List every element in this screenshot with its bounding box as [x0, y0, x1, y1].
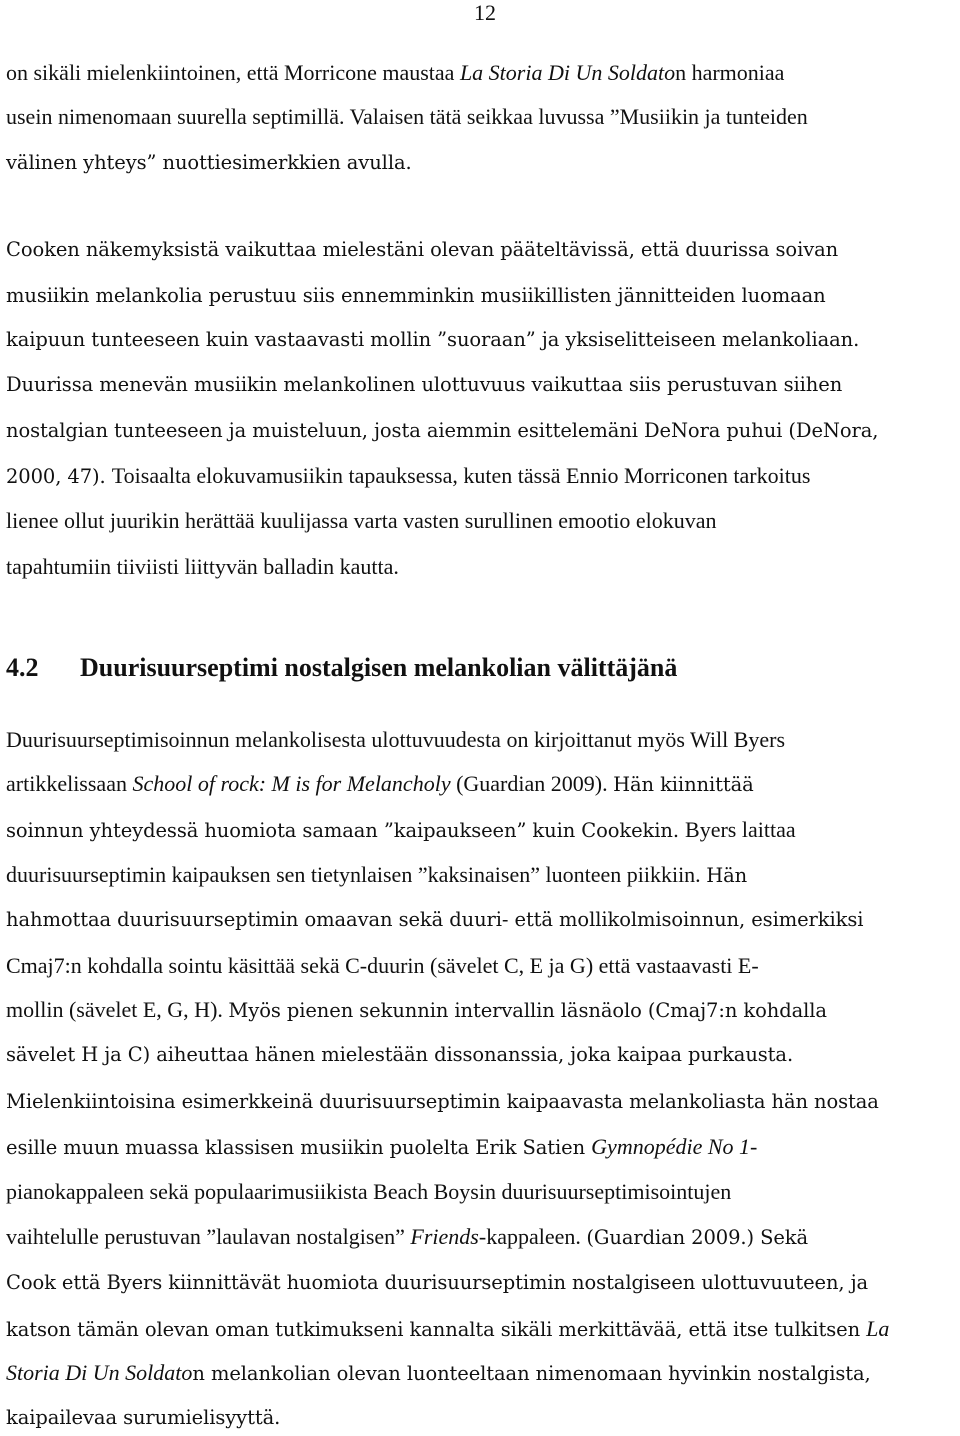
paragraph-1-line-3: välinen yhteys” nuottiesimerkkien avulla. — [6, 151, 412, 174]
text-run: n melankolian olevan luonteeltaan nimenomaan hyvinkin nostalgista, — [192, 1362, 871, 1385]
text-run: Byers laittaa — [685, 817, 796, 842]
section-title: Duurisuurseptimi nostalgisen melankolian välittäjänä — [80, 653, 678, 682]
text-run: esille muun muassa klassisen musiikin puolelta Erik Satien — [6, 1136, 592, 1159]
paragraph-1-line-2: usein nimenomaan suurella septimillä. Valaisen tätä seikkaa luvussa ”Musiikin ja tunteiden — [6, 104, 808, 129]
text-run: katson tämän olevan oman tutkimukseni kannalta sikäli merkittävää, että itse tulkitsen — [6, 1318, 867, 1341]
text-run: Toisaalta elokuvamusiikin tapauksessa, kuten tässä Ennio Morriconen tarkoitus — [111, 463, 811, 488]
text-run: soinnun yhteydessä huomiota samaan ”kaipaukseen” kuin Cookekin. — [6, 819, 686, 842]
paragraph-2-line-6 — [6, 463, 956, 490]
work-title: Storia Di Un Soldato — [6, 1360, 193, 1385]
page-number: 12 — [474, 0, 496, 25]
paragraph-3-line-12 — [6, 1224, 956, 1251]
paragraph-2-line-2: musiikin melankolia perustuu siis ennemminkin musiikillisten jännitteiden luomaan — [6, 284, 826, 307]
text-run: on sikäli mielenkiintoinen, että Morricone maustaa — [6, 60, 460, 85]
work-title: Friends — [410, 1224, 479, 1249]
text-run: Hän kiinnittää — [613, 773, 754, 796]
paragraph-2-line-7: lienee ollut juurikin herättää kuulijassa varta vasten surullinen emootio elokuvan — [6, 508, 717, 533]
text-run: (Guardian 2009.) Sekä — [586, 1226, 809, 1249]
paragraph-3-line-13: Cook että Byers kiinnittävät huomiota duurisuurseptimin nostalgiseen ulottuvuuteen, ja — [6, 1271, 869, 1294]
paragraph-2-line-3: kaipuun tunteeseen kuin vastaavasti mollin ”suoraan” ja yksiselitteiseen melankoliaan. — [6, 328, 860, 351]
section-number: 4.2 — [6, 653, 39, 682]
paragraph-3-line-3 — [6, 817, 956, 844]
paragraph-1-line-1 — [6, 60, 956, 86]
paragraph-3-line-2 — [6, 771, 956, 798]
text-run: Hän — [706, 864, 748, 887]
paragraph-3-line-10 — [6, 1134, 956, 1161]
text-run: artikkelissaan — [6, 771, 133, 796]
text-run: n harmoniaa — [675, 60, 785, 85]
paragraph-2-line-5: nostalgian tunteeseen ja muisteluun, josta aiemmin esittelemäni DeNora puhui (DeNora, — [6, 419, 879, 442]
paragraph-3-line-14 — [6, 1316, 956, 1343]
text-run: 2000, 47). — [6, 465, 112, 488]
paragraph-3-line-8: sävelet H ja C) aiheuttaa hänen mielestään dissonanssia, joka kaipaa purkausta. — [6, 1043, 794, 1066]
work-title: La Storia Di Un Soldato — [459, 60, 676, 85]
paragraph-3-line-16: kaipailevaa surumielisyyttä. — [6, 1406, 281, 1429]
paragraph-3-line-15 — [6, 1360, 956, 1387]
paragraph-3-line-4 — [6, 862, 956, 889]
text-run: -kappaleen. — [478, 1224, 587, 1249]
paragraph-3-line-11: pianokappaleen sekä populaarimusiikista Beach Boysin duurisuurseptimisointujen — [6, 1179, 732, 1204]
paragraph-3-line-6: Cmaj7:n kohdalla sointu käsittää sekä C-duurin (sävelet C, E ja G) että vastaavasti E- — [6, 953, 759, 978]
section-heading — [6, 652, 677, 684]
paragraph-3-line-7 — [6, 997, 956, 1024]
work-title: Gymnopédie No 1 — [591, 1134, 751, 1159]
paragraph-2-line-1: Cooken näkemyksistä vaikuttaa mielestäni olevan pääteltävissä, että duurissa soivan — [6, 238, 839, 261]
text-run: - — [750, 1134, 758, 1159]
text-run: (Guardian 2009). — [450, 771, 614, 796]
work-title: School of rock: M is for Melancholy — [132, 771, 451, 796]
paragraph-2-line-8: tapahtumiin tiiviisti liittyvän balladin kautta. — [6, 554, 399, 579]
paragraph-3-line-9: Mielenkiintoisina esimerkkeinä duurisuurseptimin kaipaavasta melankoliasta hän nostaa — [6, 1090, 879, 1113]
text-run: vaihtelulle perustuvan ”laulavan nostalgisen” — [6, 1224, 411, 1249]
paragraph-2-line-4: Duurissa menevän musiikin melankolinen ulottuvuus vaikuttaa siis perustuvan siihen — [6, 373, 843, 396]
text-run: Myös pienen sekunnin intervallin läsnäolo (Cmaj7:n kohdalla — [228, 999, 827, 1022]
work-title: La — [866, 1316, 890, 1341]
text-run: duurisuurseptimin kaipauksen sen tietynlaisen ”kaksinaisen” luonteen piikkiin. — [6, 862, 707, 887]
paragraph-3-line-5: hahmottaa duurisuurseptimin omaavan sekä duuri- että mollikolmisoinnun, esimerkiksi — [6, 908, 864, 931]
text-run: mollin (sävelet E, G, H). — [6, 997, 229, 1022]
paragraph-3-line-1: Duurisuurseptimisoinnun melankolisesta ulottuvuudesta on kirjoittanut myös Will Byers — [6, 727, 786, 752]
